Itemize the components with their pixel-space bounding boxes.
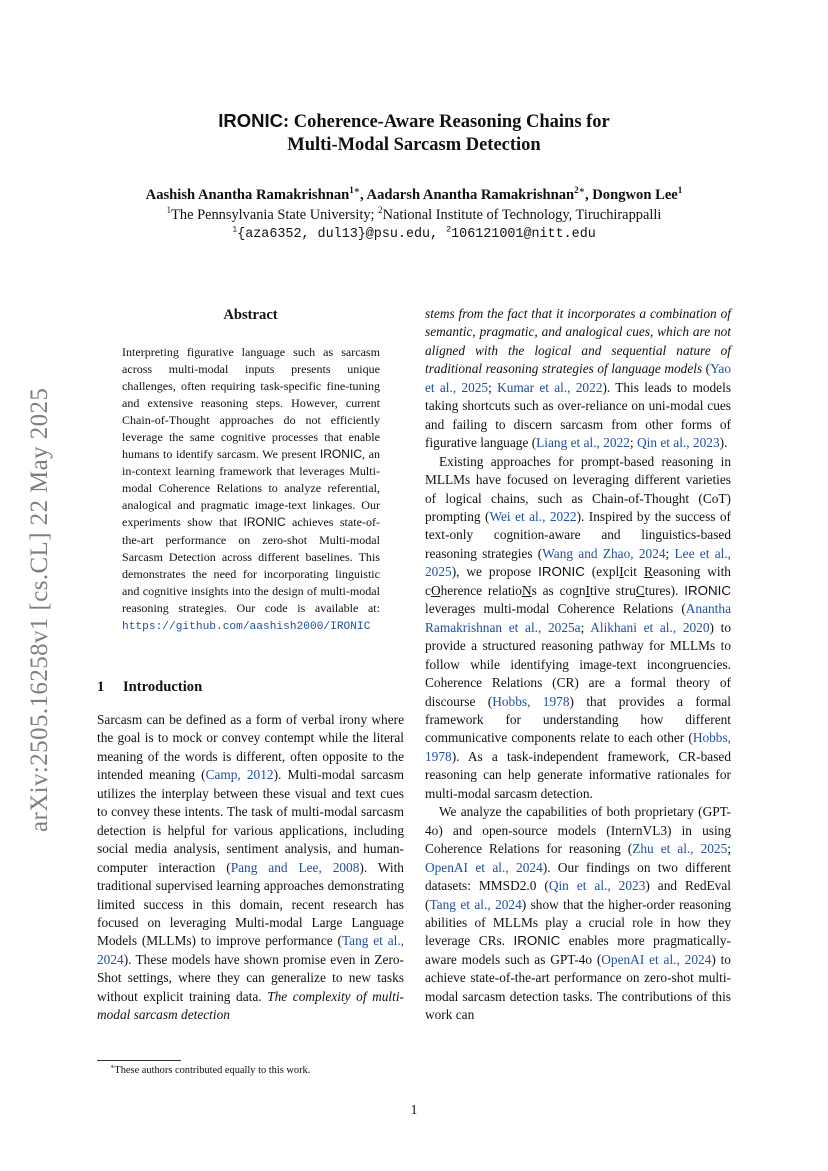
- right-paragraph-3: [425, 803, 731, 1024]
- citation-anantha[interactable]: Anantha Ramakrishnan et al., 2025a: [425, 601, 731, 635]
- r2-acronym-n: N: [521, 582, 532, 598]
- r2-a: Existing approaches for prompt-based reasoning in MLLMs have focused on leveraging different varieties of logical chains, such as Chain-of-Thought (CoT) prompting (: [425, 453, 731, 524]
- affil-2-mark: 2: [378, 205, 383, 216]
- title-line1: : Coherence-Aware Reasoning Chains for: [282, 112, 610, 132]
- section-heading-introduction: [97, 679, 202, 696]
- r2-i: s as cogn: [531, 582, 586, 598]
- author-list: [60, 187, 768, 204]
- affil-1: The Pennsylvania State University;: [171, 207, 379, 223]
- email-1: {aza6352, dul13}@psu.edu,: [237, 227, 447, 242]
- affil-1-mark: 1: [166, 205, 172, 216]
- affiliations: [60, 207, 768, 224]
- email-2-mark: 2: [446, 225, 452, 235]
- right-paragraph-1: [425, 305, 731, 453]
- citation-alikhani[interactable]: Alikhani et al., 2020: [590, 619, 710, 635]
- author-2-mark: 2∗: [574, 185, 585, 196]
- citation-hobbs-2[interactable]: Hobbs, 1978: [425, 730, 731, 764]
- footnote-mark: ∗: [110, 1063, 115, 1071]
- email-2: 106121001@nitt.edu: [451, 227, 596, 242]
- r2-e: (expl: [584, 564, 620, 580]
- r2-m: ;: [580, 619, 591, 635]
- r2-j: tive stru: [589, 582, 636, 598]
- intro-text-italic: The complexity of multi-modal sarcasm detection: [97, 988, 404, 1023]
- right-paragraph-2: [425, 453, 731, 804]
- citation-tang[interactable]: Tang et al., 2024: [97, 933, 405, 967]
- section-number: 1: [97, 679, 105, 695]
- intro-paragraph: [97, 711, 404, 1025]
- r3-d: ) and RedEval (: [425, 878, 731, 912]
- footnote-text: These authors contributed equally to this work.: [114, 1065, 311, 1076]
- citation-liang[interactable]: Liang et al., 2022: [536, 435, 630, 451]
- r2-acronym-r: R: [643, 564, 653, 580]
- abstract-ironic-2: IRONIC: [243, 515, 286, 530]
- r1-a: (: [702, 361, 711, 377]
- citation-openai-1[interactable]: OpenAI et al., 2024: [425, 859, 543, 875]
- citation-kumar[interactable]: Kumar et al., 2022: [497, 379, 603, 395]
- r2-b: ). Inspired by the success of text-only cognition-aware and linguistics-based reasoning strategies (: [425, 508, 731, 561]
- r2-acronym-i1: I: [619, 564, 624, 580]
- intro-text-4: ). These models have shown promise even in Zero-Shot settings, where they can generalize to new tasks without explicit training data.: [97, 951, 404, 1004]
- citation-tang-2[interactable]: Tang et al., 2024: [429, 896, 522, 912]
- r3-c: ). Our findings on two different datasets: MMSD2.0 (: [425, 859, 731, 894]
- citation-zhu[interactable]: Zhu et al., 2025: [632, 841, 728, 857]
- r1-b: ;: [488, 379, 498, 395]
- intro-text-3: ). With traditional supervised learning approaches demonstrating limited success in this domain, recent research has focused on leveraging Multi-modal Large Language Models (MLLMs) to improve performance (: [97, 859, 404, 949]
- r3-f: enables more pragmatically-aware models such as GPT-4o (: [425, 933, 731, 967]
- r2-c: ;: [665, 545, 675, 561]
- r3-g: ) to achieve state-of-the-art performance on zero-shot multi-modal sarcasm detection tasks. The contributions of this work can: [425, 951, 731, 1023]
- r2-l: leverages multi-modal Coherence Relations (: [425, 601, 686, 617]
- r1-d: ;: [629, 435, 637, 451]
- footnote-divider: [97, 1060, 181, 1061]
- r3-ironic: IRONIC: [513, 933, 561, 949]
- author-1: Aashish Anantha Ramakrishnan: [145, 187, 350, 203]
- abstract-text-2: , an in-context learning framework that leverages Multi-modal Coherence Relations to analyze referential, analogical and pragmatic image-text linkages. Our experiments show that: [122, 447, 380, 530]
- arxiv-id: arXiv:2505.16258v1 [cs.CL] 22 May 2025: [26, 387, 53, 832]
- r2-p: ). As a task-independent framework, CR-based reasoning can help generate informative rationales for multi-modal sarcasm detection.: [425, 748, 731, 801]
- r2-h: herence relatio: [440, 582, 522, 598]
- r3-e: ) show that the higher-order reasoning abilities of MLLMs play a crucial role in how they leverage CRs.: [425, 896, 731, 949]
- r2-d: ), we propose: [451, 564, 539, 580]
- r2-acronym-i2: I: [585, 582, 590, 598]
- r2-n: ) to provide a structured reasoning pathway for MLLMs to follow while identifying image-text incongruencies. Coherence Relations (CR) are a formal theory of discourse (: [425, 619, 731, 709]
- r2-o: ) that provides a formal framework for understanding how different communicative components relate to each other (: [425, 693, 731, 746]
- intro-text-1: Sarcasm can be defined as a form of verbal irony where the goal is to mock or convey contempt while the literal meaning of the words is different, often opposite to the intended meaning (: [97, 712, 404, 783]
- r2-acronym-o: O: [430, 582, 441, 598]
- footnote: [110, 1065, 310, 1076]
- r3-b: ;: [727, 841, 731, 857]
- r1-italic: stems from the fact that it incorporates a combination of semantic, pragmatic, and analogical cues, which are not aligned with the logical and sequential nature of traditional reasoning strategies of language models: [425, 306, 731, 377]
- citation-wei[interactable]: Wei et al., 2022: [489, 508, 577, 524]
- author-1-mark: 1∗: [349, 185, 361, 196]
- citation-yao[interactable]: Yao et al., 2025: [425, 361, 731, 395]
- r3-a: We analyze the capabilities of both proprietary (GPT-4o) and open-source models (InternVL3) in using Coherence Relations for reasoning (: [425, 804, 731, 857]
- citation-camp[interactable]: Camp, 2012: [205, 767, 274, 783]
- r2-f: cit: [623, 564, 644, 580]
- abstract-text-3: achieves state-of-the-art performance on zero-shot Multi-modal Sarcasm Detection across different baselines. This demonstrates the need for incorporating linguistic and cognitive insights into the design of multi-modal reasoning strategies. Our code is available at:: [122, 515, 380, 615]
- citation-pang-lee[interactable]: Pang and Lee, 2008: [230, 859, 360, 875]
- r2-g: easoning with c: [425, 564, 731, 598]
- author-2: , Aadarsh Anantha Ramakrishnan: [360, 187, 575, 203]
- email-1-mark: 1: [232, 225, 238, 235]
- r2-acronym-c: C: [635, 582, 645, 598]
- right-column: [425, 305, 731, 1025]
- title-system-name: IRONIC: [218, 110, 283, 131]
- abstract-ironic-1: IRONIC: [319, 447, 363, 462]
- r2-k: tures).: [644, 582, 685, 598]
- paper-title: [100, 109, 728, 157]
- abstract-heading: Abstract: [223, 307, 278, 323]
- author-emails: [60, 227, 768, 242]
- r1-c: ). This leads to models taking shortcuts such as over-reliance on uni-modal cues and failing to discern sarcasm from other forms of figurative language (: [425, 379, 732, 451]
- r2-ironic-2: IRONIC: [684, 582, 731, 598]
- r2-ironic: IRONIC: [538, 564, 585, 580]
- page-number: 1: [410, 1102, 418, 1117]
- code-link[interactable]: https://github.com/aashish2000/IRONIC: [122, 620, 371, 633]
- abstract-text-1: Interpreting figurative language such as sarcasm across multi-modal inputs presents unique challenges, often requiring task-specific fine-tuning and extensive reasoning steps. However, current Chain-of-Thought approaches do not efficiently leverage the same cognitive processes that enable humans to identify sarcasm. We present: [122, 345, 380, 462]
- abstract-body: [122, 344, 380, 636]
- author-3-mark: 1: [677, 185, 683, 196]
- citation-hobbs-1[interactable]: Hobbs, 1978: [492, 693, 570, 709]
- citation-qin-2[interactable]: Qin et al., 2023: [548, 878, 646, 894]
- citation-qin[interactable]: Qin et al., 2023: [636, 435, 720, 451]
- section-title: Introduction: [123, 679, 203, 695]
- citation-lee[interactable]: Lee et al., 2025: [425, 545, 731, 580]
- author-3: , Dongwon Lee: [584, 187, 678, 203]
- intro-text-2: ). Multi-modal sarcasm utilizes the interplay between these visual and text cues to convey these intents. The task of multi-modal sarcasm detection is helpful for various applications, including social media analysis, sentiment analysis, and human-computer interaction (: [97, 767, 405, 875]
- title-line2: Multi-Modal Sarcasm Detection: [287, 135, 541, 155]
- citation-openai-2[interactable]: OpenAI et al., 2024: [601, 951, 712, 967]
- citation-wang-zhao[interactable]: Wang and Zhao, 2024: [542, 545, 666, 561]
- r1-e: ).: [719, 435, 728, 451]
- affil-2: National Institute of Technology, Tiruchirappalli: [382, 207, 662, 223]
